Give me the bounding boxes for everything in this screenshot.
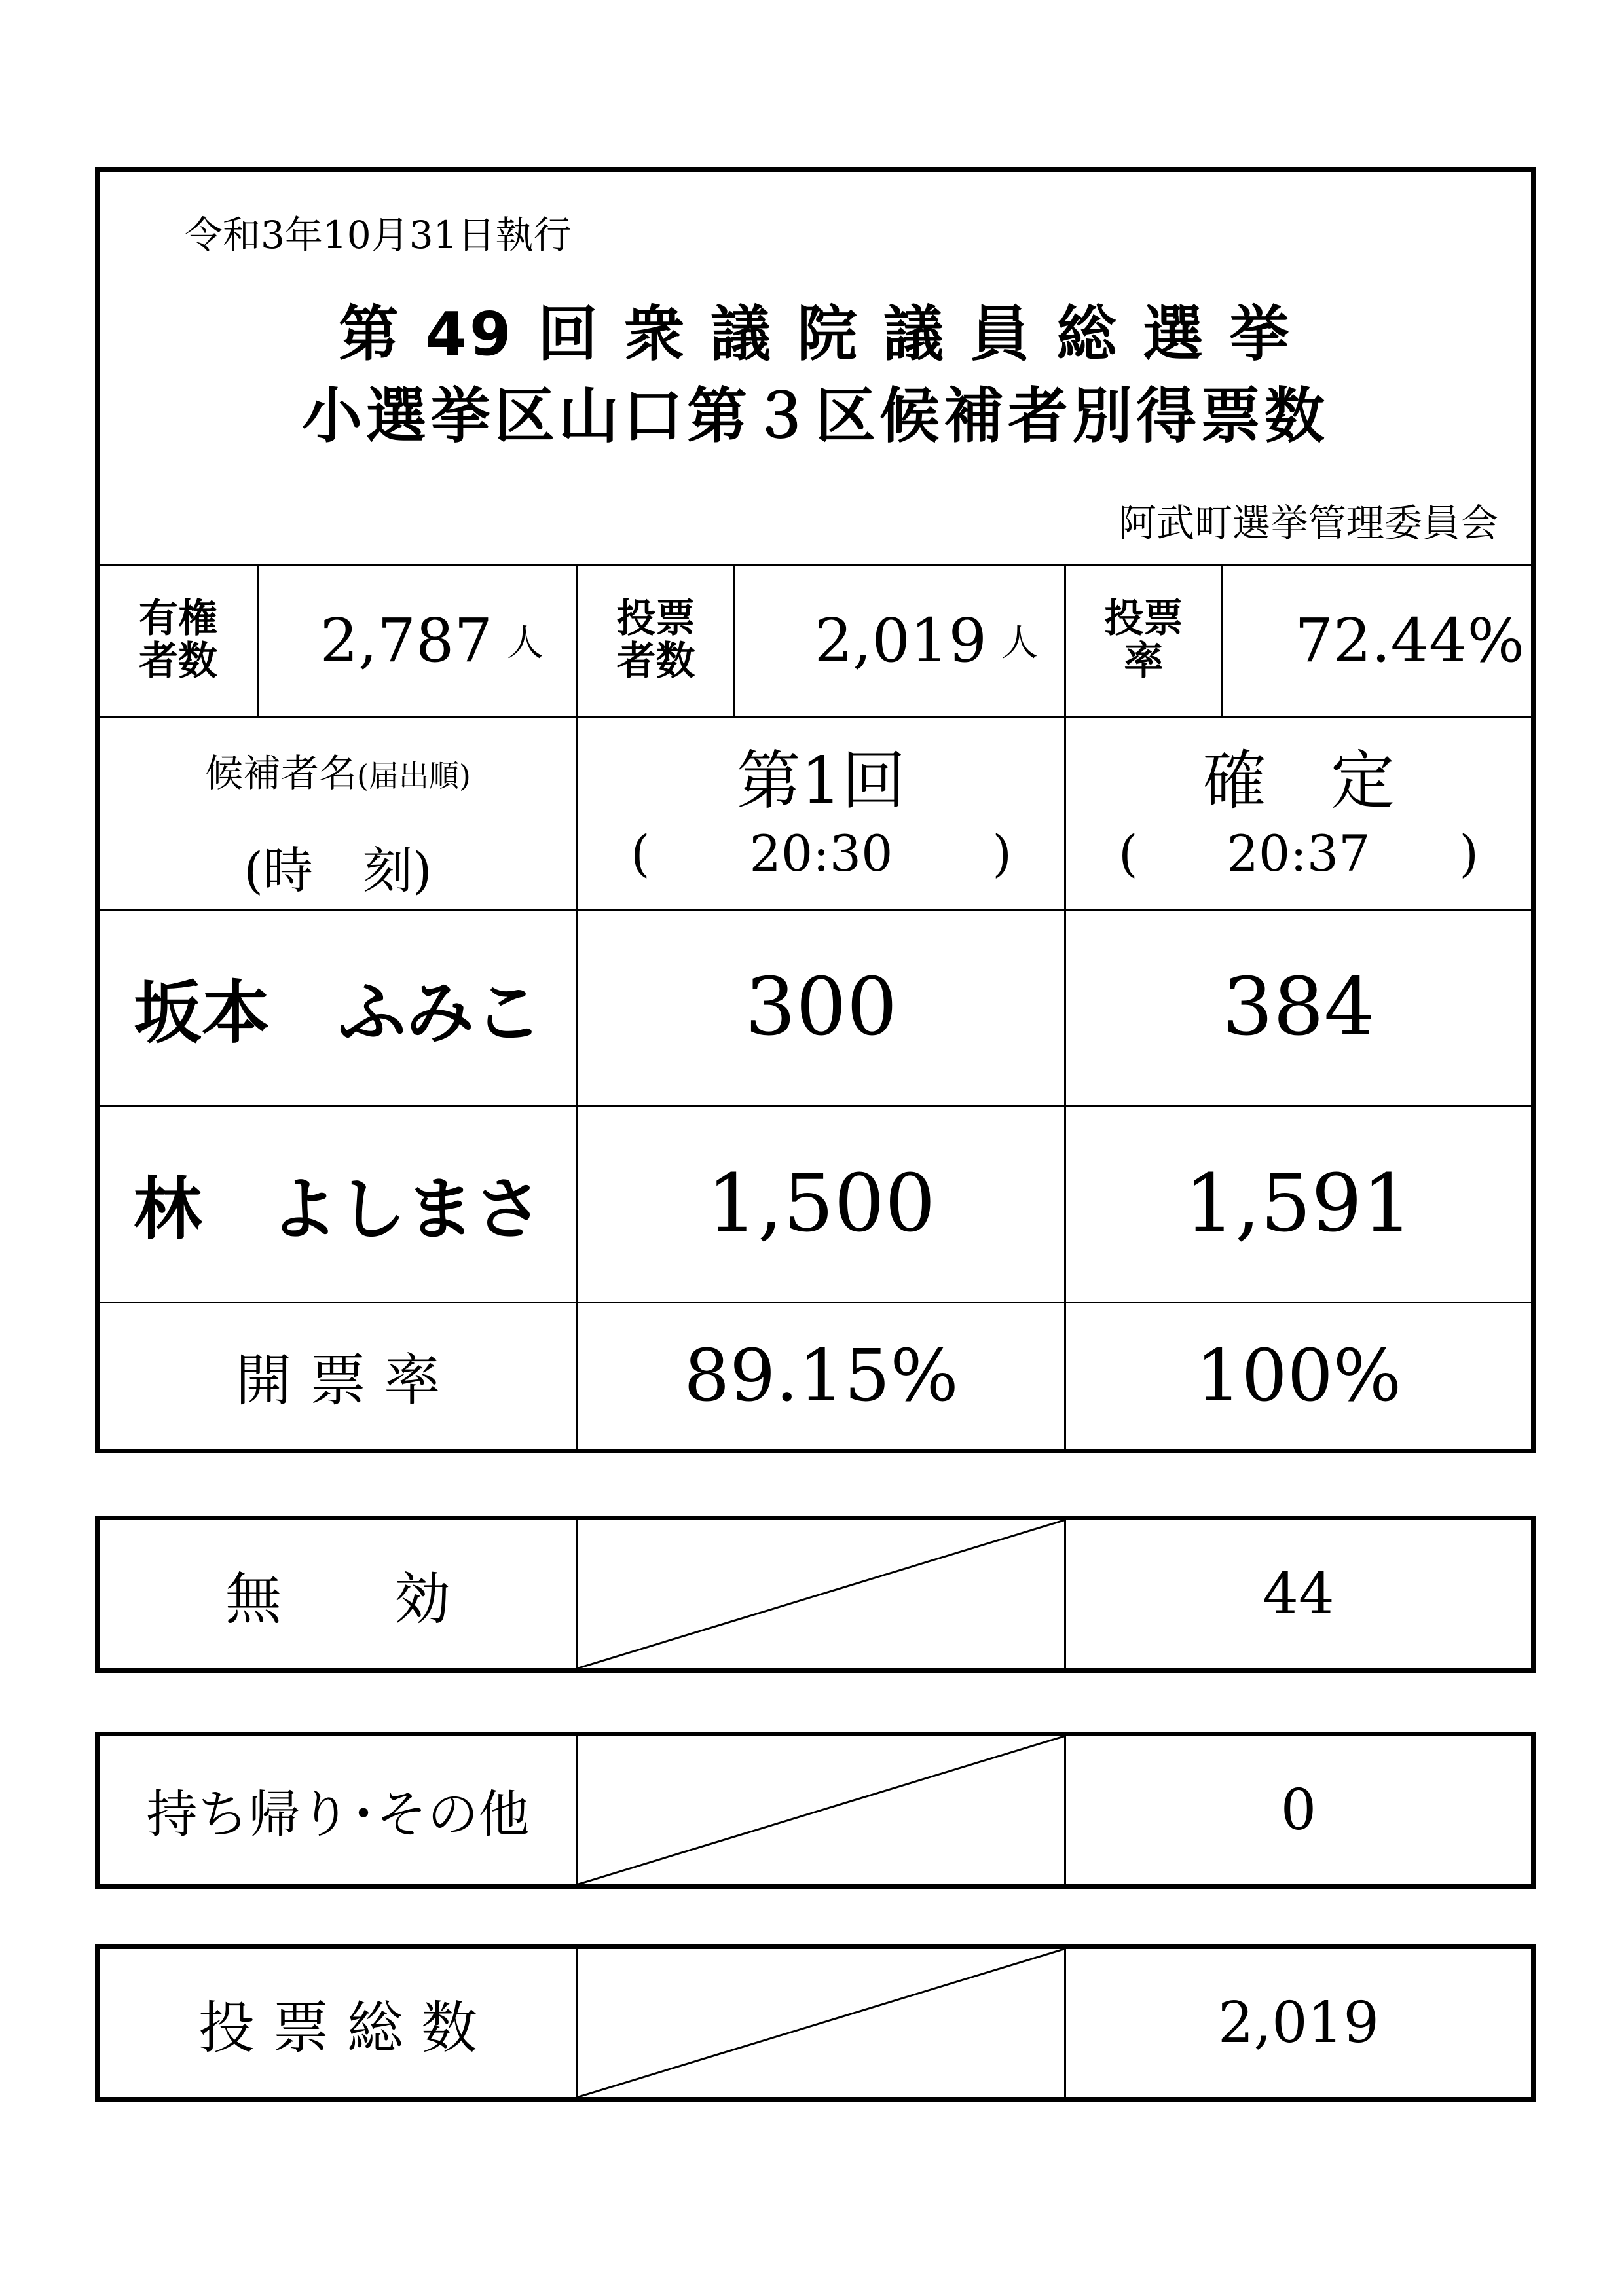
final-header: 確 定 [1202, 744, 1395, 818]
time-header: (時 刻) [244, 841, 432, 900]
invalid-votes-table [95, 1516, 1536, 1673]
round1-time: ( 20:30 ) [631, 824, 1012, 883]
taken-home-label: 持ち帰り･その他 [146, 1785, 530, 1844]
candidate-round1-votes: 300 [745, 960, 898, 1053]
candidate-name: 坂本 ふみこ [133, 973, 542, 1053]
candidate-final-votes: 384 [1222, 960, 1375, 1053]
not-applicable-slash [578, 1949, 1064, 2097]
title-line-2: 小選挙区山口第３区候補者別得票数 [301, 381, 1329, 451]
taken-home-table [95, 1732, 1536, 1889]
round1-header: 第1回 [736, 744, 906, 818]
candidate-name: 林 よしまさ [133, 1169, 542, 1249]
counting-rate-round1: 89.15% [684, 1333, 959, 1417]
taken-home-final: 0 [1280, 1777, 1317, 1843]
column-header-row [100, 716, 1531, 909]
total-final: 2,019 [1217, 1990, 1380, 2056]
total-votes-table [95, 1944, 1536, 2102]
candidate-final-votes: 1,591 [1184, 1157, 1413, 1250]
registered-value: 2,787 人 [320, 605, 544, 676]
candidate-round1-votes: 1,500 [707, 1157, 936, 1250]
voters-value: 2,019 人 [814, 605, 1038, 676]
candidate-header: 候補者名(届出順) [205, 751, 471, 795]
counting-rate-label: 開 票 率 [235, 1347, 441, 1413]
candidate-row [100, 1105, 1531, 1302]
stats-row [100, 564, 1531, 716]
registered-label: 有権 者数 [139, 596, 217, 684]
final-time: ( 20:37 ) [1118, 824, 1479, 883]
candidate-row [100, 909, 1531, 1105]
not-applicable-slash [578, 1520, 1064, 1668]
turnout-label: 投票 率 [1104, 596, 1183, 684]
title-line-1: 第 49 回 衆 議 院 議 員 総 選 挙 [338, 299, 1293, 369]
election-date: 令和3年10月31日執行 [185, 213, 572, 257]
main-table [95, 167, 1536, 1453]
committee-name: 阿武町選挙管理委員会 [1118, 501, 1498, 545]
counting-rate-final: 100% [1195, 1333, 1402, 1417]
turnout-value: 72.44% [1295, 605, 1524, 676]
counting-rate-row [100, 1302, 1531, 1449]
voters-label: 投票 者数 [616, 596, 695, 684]
invalid-final: 44 [1263, 1561, 1335, 1627]
not-applicable-slash [578, 1736, 1064, 1884]
total-label: 投 票 総 数 [198, 1995, 477, 2061]
invalid-label: 無 効 [225, 1567, 451, 1632]
